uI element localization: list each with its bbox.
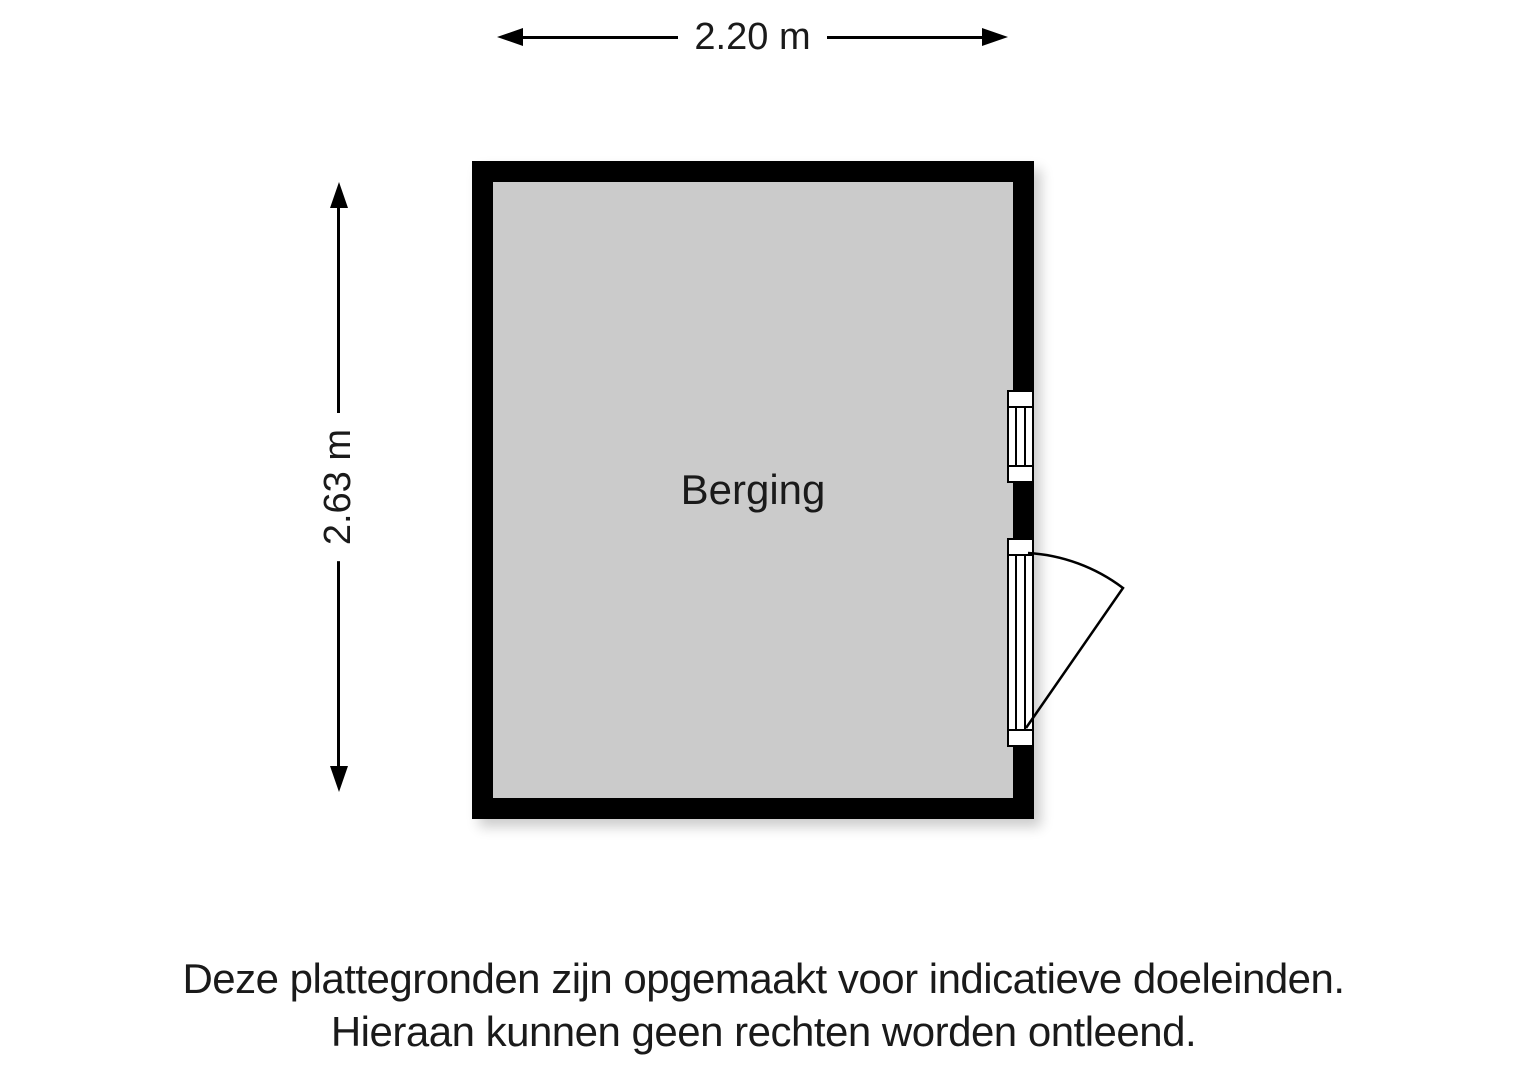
window-glazing <box>1009 408 1032 465</box>
dimension-line <box>827 36 982 39</box>
arrow-left-icon <box>497 28 523 46</box>
disclaimer-line-1: Deze plattegronden zijn opgemaakt voor indicatieve doeleinden. <box>182 955 1345 1002</box>
door-swing-arc <box>1005 540 1155 745</box>
glazing-line <box>1015 408 1017 465</box>
dimension-line <box>337 561 340 766</box>
width-dimension <box>497 16 1008 58</box>
disclaimer-text <box>0 952 1527 1058</box>
height-dimension-label: 2.63 m <box>322 413 355 561</box>
dimension-line <box>337 208 340 413</box>
glazing-line <box>1024 408 1026 465</box>
window-sill-top <box>1009 392 1032 408</box>
arrow-up-icon <box>330 182 348 208</box>
dimension-line <box>523 36 678 39</box>
disclaimer-line-2: Hieraan kunnen geen rechten worden ontleend. <box>330 1008 1197 1055</box>
height-dimension <box>317 182 359 792</box>
arrow-down-icon <box>330 766 348 792</box>
width-dimension-label: 2.20 m <box>678 22 826 52</box>
arrow-right-icon <box>982 28 1008 46</box>
room-label: Berging <box>680 466 826 513</box>
